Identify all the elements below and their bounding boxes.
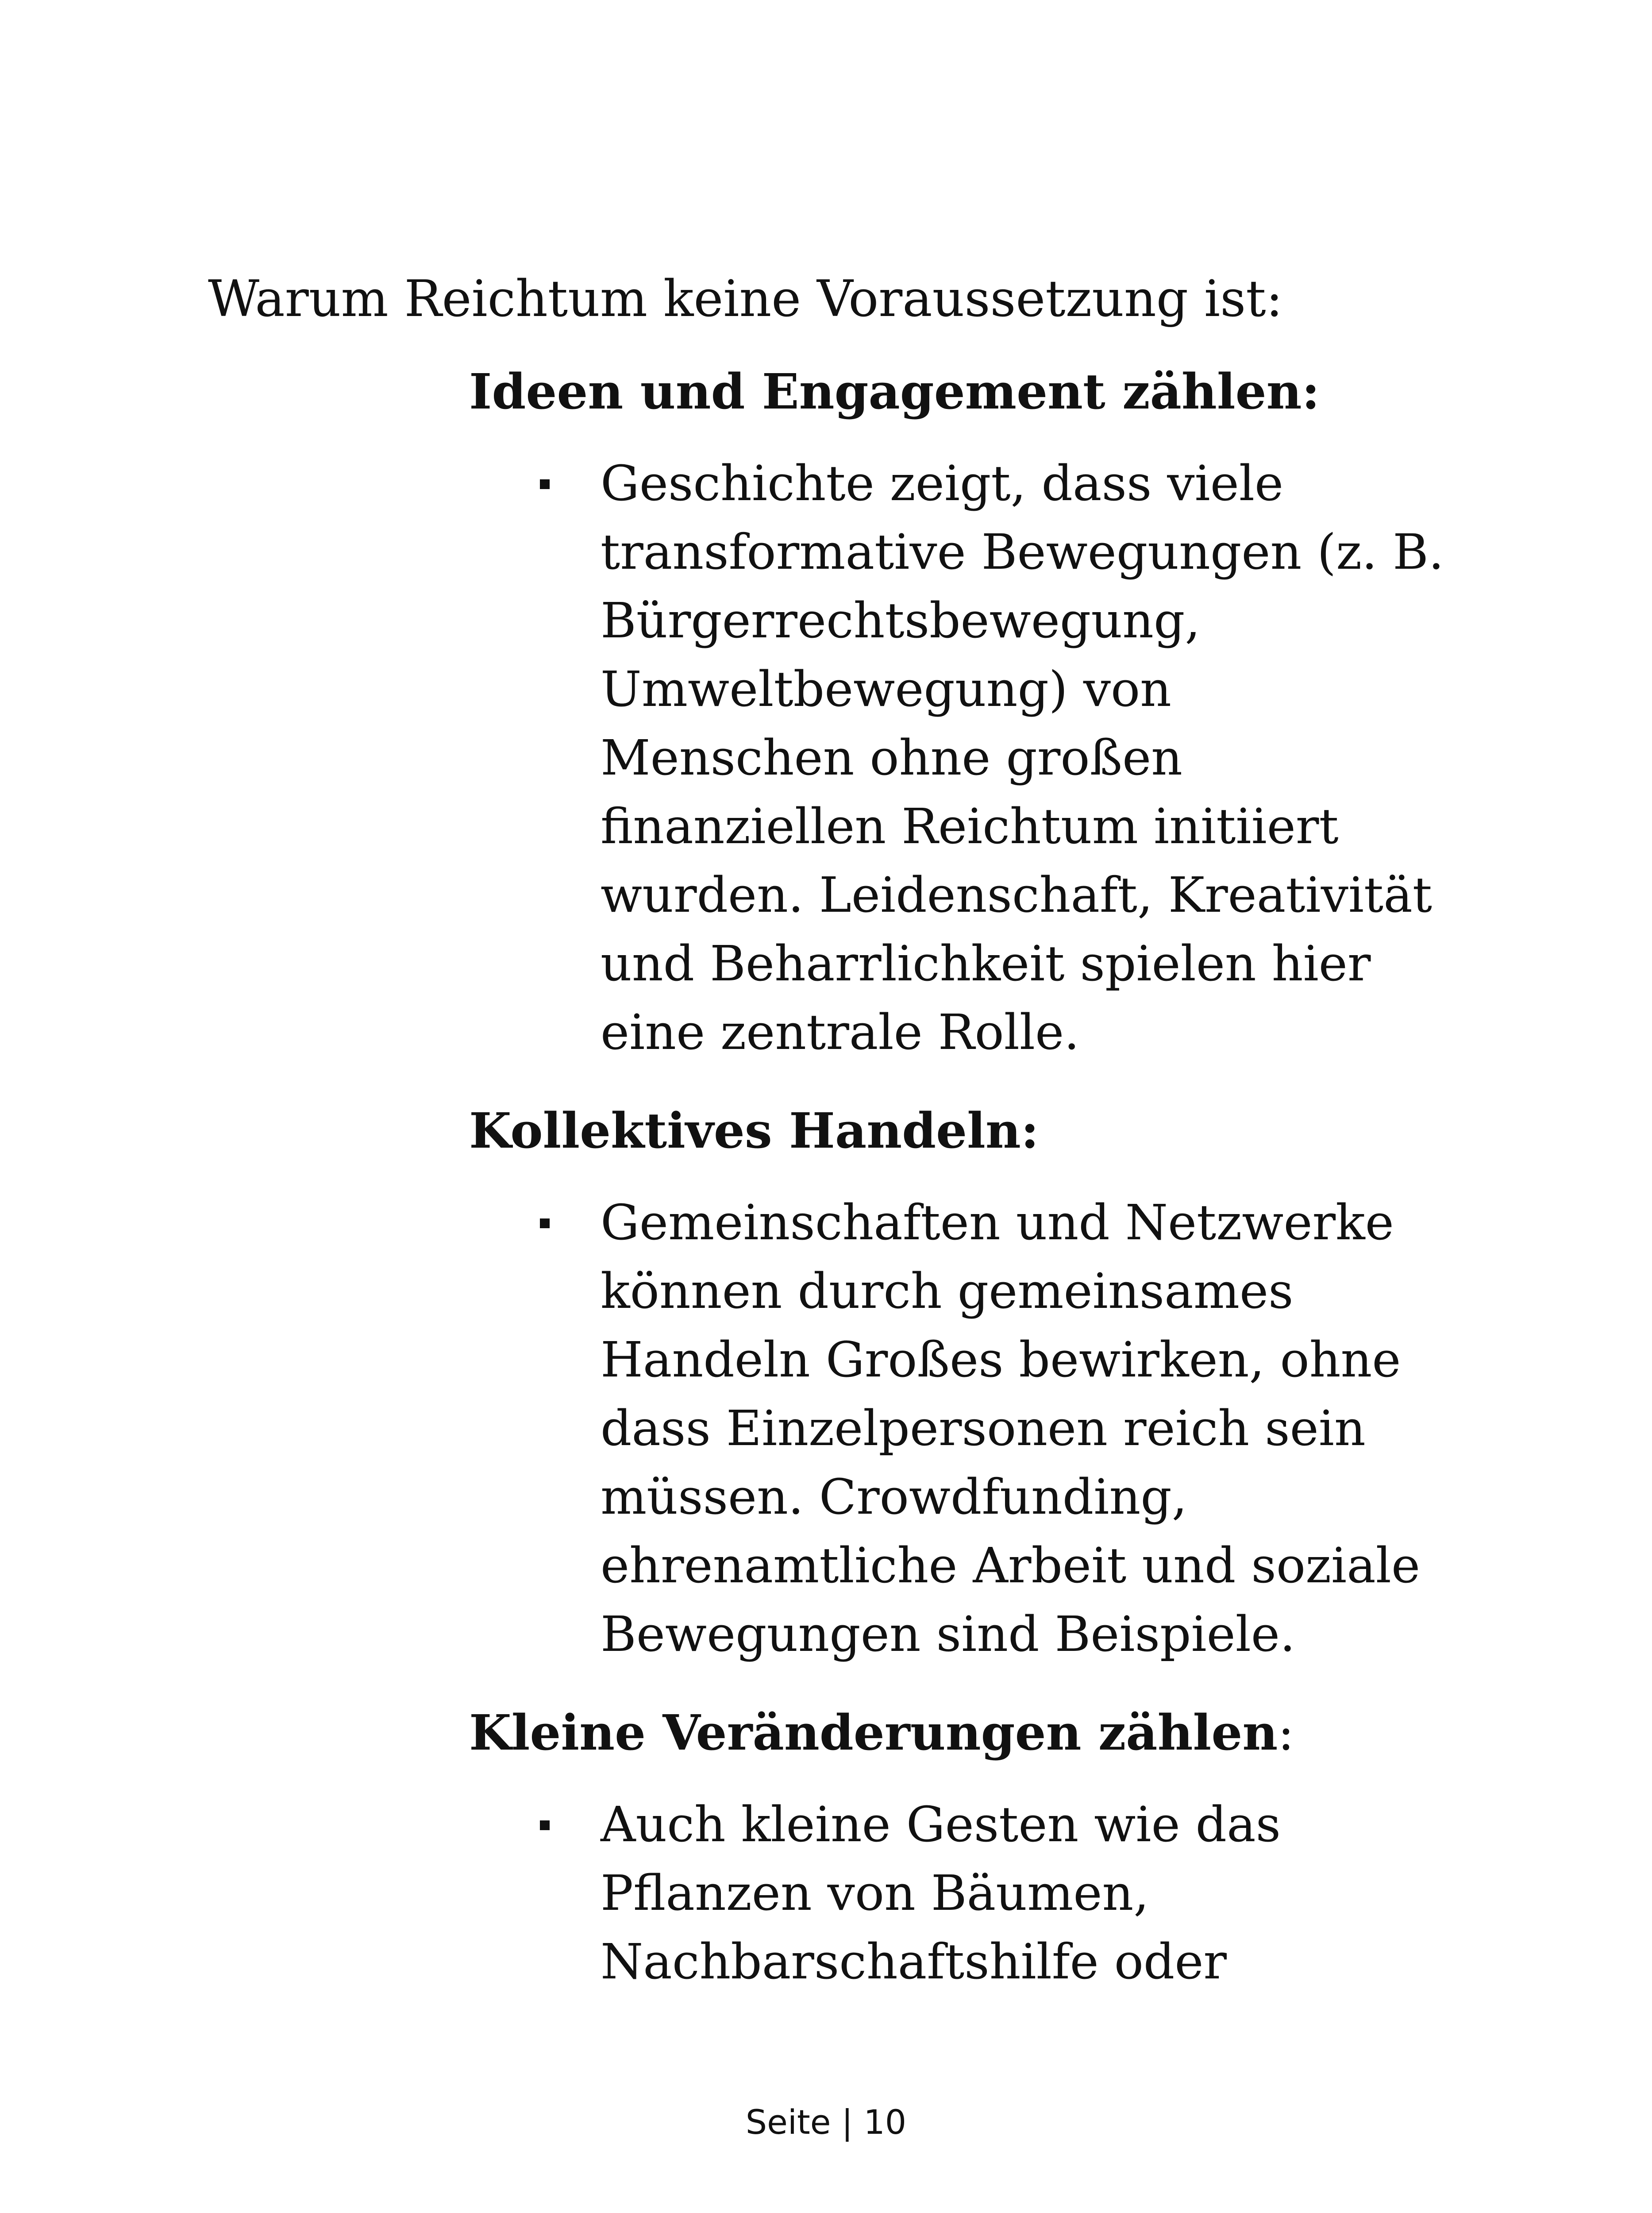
main-content <box>469 359 1444 1996</box>
bullet-text <box>601 1790 1434 1996</box>
text-line: ehrenamtliche Arbeit und soziale <box>601 1537 1421 1594</box>
intro-line: Warum Reichtum keine Voraussetzung ist: <box>208 270 1283 328</box>
heading-text: Kleine Veränderungen zählen <box>469 1704 1278 1761</box>
text-line: Geschichte zeigt, dass viele <box>601 455 1284 512</box>
list-item <box>469 1188 1434 1669</box>
text-line: wurden. Leidenschaft, Kreativität <box>601 867 1433 923</box>
text-line: können durch gemeinsames <box>601 1263 1294 1319</box>
bullet-list-collective <box>469 1188 1434 1669</box>
heading-colon: : <box>1278 1704 1294 1761</box>
section-heading-collective: Kollektives Handeln: <box>469 1102 1039 1159</box>
square-bullet-icon <box>540 1820 550 1830</box>
page-number: Seite | 10 <box>745 2102 907 2142</box>
text-line: Bewegungen sind Beispiele. <box>601 1606 1295 1662</box>
text-line: transformative Bewegungen (z. B. <box>601 524 1444 580</box>
text-line: Pflanzen von Bäumen, <box>601 1865 1149 1921</box>
text-line: Nachbarschaftshilfe oder <box>601 1933 1227 1990</box>
section-heading-small-changes <box>469 1700 1434 1766</box>
bullet-text <box>601 1188 1434 1669</box>
text-line: müssen. Crowdfunding, <box>601 1469 1187 1525</box>
section-heading-ideas: Ideen und Engagement zählen: <box>469 363 1320 420</box>
list-item <box>469 1790 1434 1996</box>
text-line: Handeln Großes bewirken, ohne <box>601 1331 1401 1388</box>
bullet-text <box>601 449 1444 1067</box>
text-line: finanziellen Reichtum initiiert <box>601 798 1339 855</box>
bullet-list-small-changes <box>469 1790 1434 1996</box>
text-line: und Beharrlichkeit spielen hier <box>601 935 1371 992</box>
list-item <box>469 449 1444 1067</box>
square-bullet-icon <box>540 1218 550 1228</box>
bullet-list-ideas <box>469 449 1444 1067</box>
text-line: Gemeinschaften und Netzwerke <box>601 1194 1394 1251</box>
text-line: Bürgerrechtsbewegung, <box>601 592 1201 649</box>
text-line: Auch kleine Gesten wie das <box>601 1796 1281 1853</box>
text-line: eine zentrale Rolle. <box>601 1004 1080 1060</box>
text-line: dass Einzelpersonen reich sein <box>601 1400 1366 1457</box>
text-line: Menschen ohne großen <box>601 729 1183 786</box>
text-line: Umweltbewegung) von <box>601 661 1172 717</box>
square-bullet-icon <box>540 479 550 489</box>
